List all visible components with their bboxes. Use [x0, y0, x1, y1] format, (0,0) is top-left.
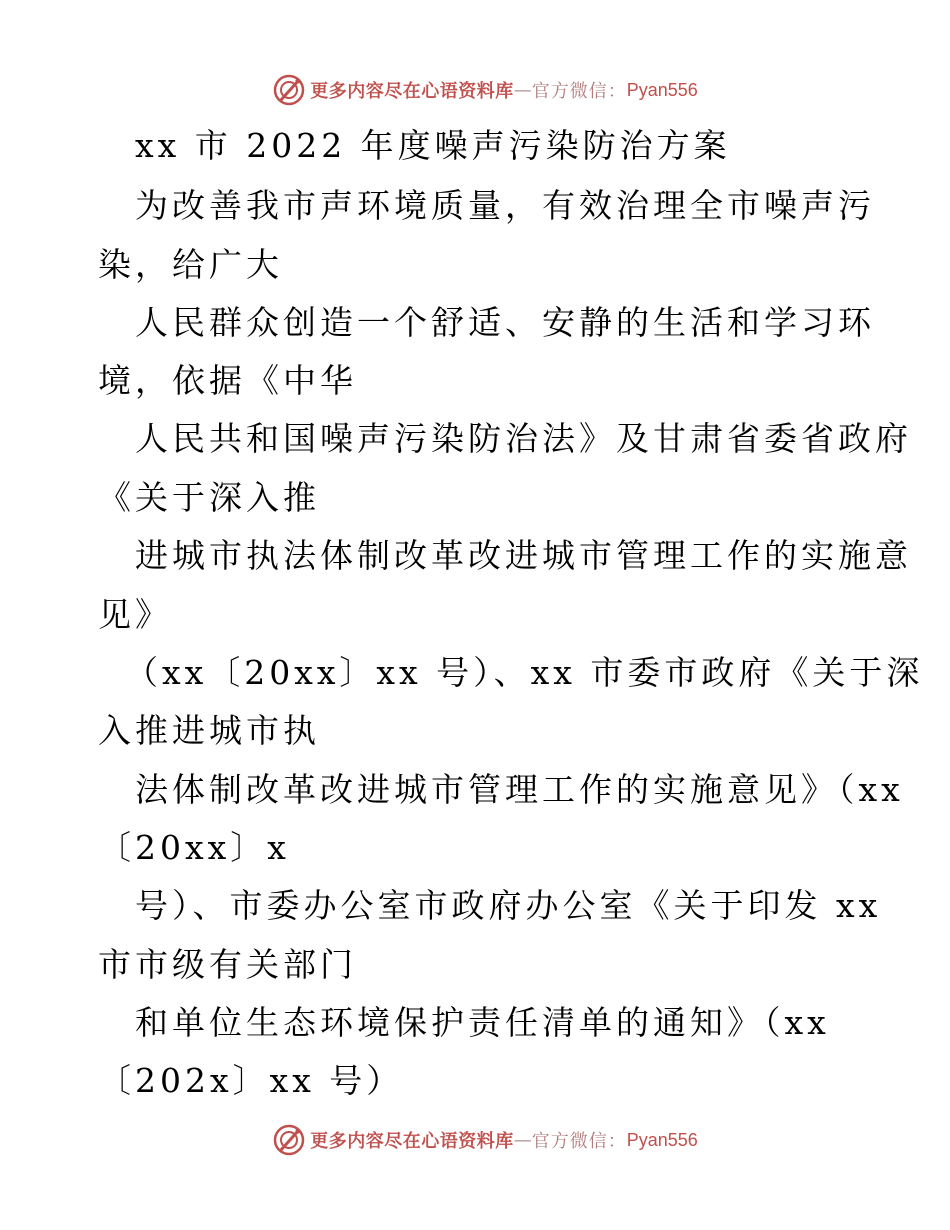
watermark-wechat-label: 官方微信： — [531, 81, 627, 102]
paragraph-line: 〔20xx〕x — [98, 828, 290, 867]
paragraph-line: 和单位生态环境保护责任清单的通知》（xx — [135, 1003, 830, 1042]
paragraph-line: 市市级有关部门 — [98, 945, 357, 984]
seal-logo-icon — [272, 1123, 306, 1157]
watermark-wechat-id: Pyan556 — [626, 1129, 698, 1150]
watermark-text: 更多内容尽在心语资料库 — [310, 81, 514, 102]
paragraph-line: 染，给广大 — [98, 245, 283, 284]
paragraph-line: 人民共和国噪声污染防治法》及甘肃省委省政府 — [135, 419, 912, 458]
footer-watermark — [0, 1120, 950, 1160]
paragraph-line: 号）、市委办公室市政府办公室《关于印发 xx — [135, 886, 882, 925]
paragraph-line: 《关于深入推 — [98, 478, 320, 517]
paragraph-line: 境，依据《中华 — [98, 361, 357, 400]
paragraph-line: （xx〔20xx〕xx 号）、xx 市委市政府《关于深 — [125, 653, 924, 692]
document-title: xx 市 2022 年度噪声污染防治方案 — [135, 126, 731, 165]
watermark-wechat-id: Pyan556 — [626, 79, 698, 100]
paragraph-line: 法体制改革改进城市管理工作的实施意见》（xx — [135, 770, 904, 809]
paragraph-line: 为改善我市声环境质量，有效治理全市噪声污 — [135, 186, 875, 225]
paragraph-line: 〔202x〕xx 号） — [98, 1061, 404, 1100]
paragraph-line: 人民群众创造一个舒适、安静的生活和学习环 — [135, 303, 875, 342]
watermark-wechat-label: 官方微信： — [531, 1131, 627, 1152]
watermark-dash: — — [513, 79, 532, 101]
watermark-text: 更多内容尽在心语资料库 — [310, 1131, 514, 1152]
watermark-dash: — — [513, 1129, 532, 1151]
paragraph-line: 见》 — [98, 595, 172, 634]
paragraph-line: 入推进城市执 — [98, 711, 320, 750]
paragraph-line: 进城市执法体制改革改进城市管理工作的实施意 — [135, 536, 912, 575]
